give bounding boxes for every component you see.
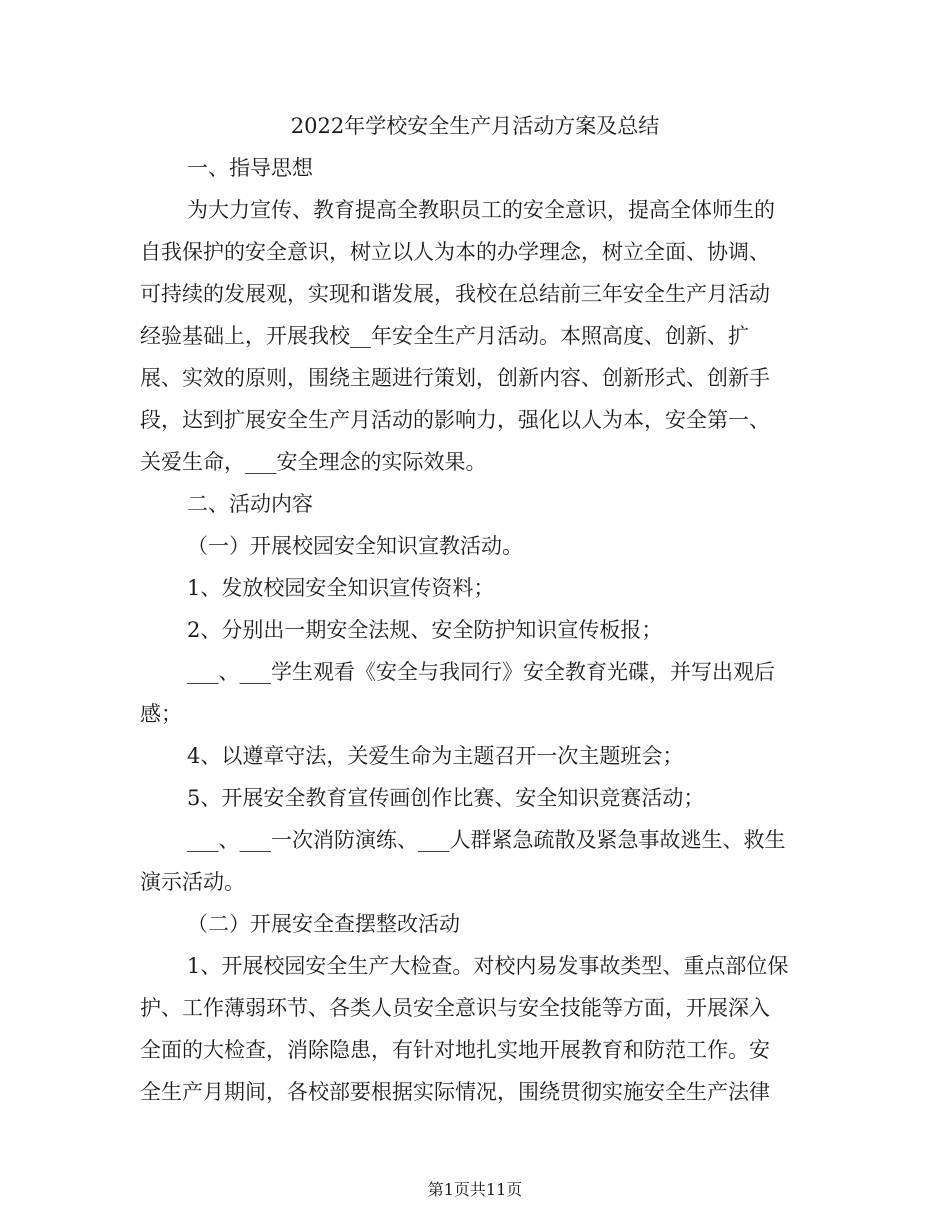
list-item: 5、开展安全教育宣传画创作比赛、安全知识竞赛活动； bbox=[187, 786, 705, 810]
section-heading: 二、活动内容 bbox=[187, 492, 313, 516]
list-item: 1、发放校园安全知识宣传资料； bbox=[187, 576, 495, 600]
list-item: 1、开展校园安全生产大检查。对校内易发事故类型、重点部位保 bbox=[187, 954, 789, 978]
paragraph-line: 感； bbox=[140, 702, 182, 726]
paragraph-line: 全生产月期间，各校部要根据实际情况，围绕贯彻实施安全生产法律 bbox=[140, 1080, 770, 1104]
section-heading: 一、指导思想 bbox=[187, 156, 313, 180]
list-item: 2、分别出一期安全法规、安全防护知识宣传板报； bbox=[187, 618, 663, 642]
paragraph-line: 可持续的发展观，实现和谐发展，我校在总结前三年安全生产月活动 bbox=[140, 282, 770, 306]
paragraph-line: 为大力宣传、教育提高全教职员工的安全意识，提高全体师生的 bbox=[187, 198, 775, 222]
document-title: 2022年学校安全生产月活动方案及总结 bbox=[290, 114, 660, 138]
list-item: ___、___一次消防演练、___人群紧急疏散及紧急事故逃生、救生 bbox=[187, 828, 786, 852]
list-item: ___、___学生观看《安全与我同行》安全教育光碟，并写出观后 bbox=[187, 660, 775, 684]
paragraph-line: 展、实效的原则，围绕主题进行策划，创新内容、创新形式、创新手 bbox=[140, 366, 770, 390]
page-number-footer: 第1页共11页 bbox=[427, 1180, 523, 1199]
paragraph-line: 经验基础上，开展我校__年安全生产月活动。本照高度、创新、扩 bbox=[140, 324, 749, 348]
paragraph-line: 护、工作薄弱环节、各类人员安全意识与安全技能等方面，开展深入 bbox=[140, 996, 770, 1020]
paragraph-line: 全面的大检查，消除隐患，有针对地扎实地开展教育和防范工作。安 bbox=[140, 1038, 770, 1062]
paragraph-line: 自我保护的安全意识，树立以人为本的办学理念，树立全面、协调、 bbox=[140, 240, 770, 264]
subsection-heading: （二）开展安全查摆整改活动 bbox=[187, 912, 460, 936]
subsection-heading: （一）开展校园安全知识宣教活动。 bbox=[187, 534, 523, 558]
paragraph-line: 演示活动。 bbox=[140, 870, 245, 894]
list-item: 4、以遵章守法，关爱生命为主题召开一次主题班会； bbox=[187, 744, 684, 768]
paragraph-line: 段，达到扩展安全生产月活动的影响力，强化以人为本，安全第一、 bbox=[140, 408, 770, 432]
paragraph-line: 关爱生命，___安全理念的实际效果。 bbox=[140, 450, 487, 474]
